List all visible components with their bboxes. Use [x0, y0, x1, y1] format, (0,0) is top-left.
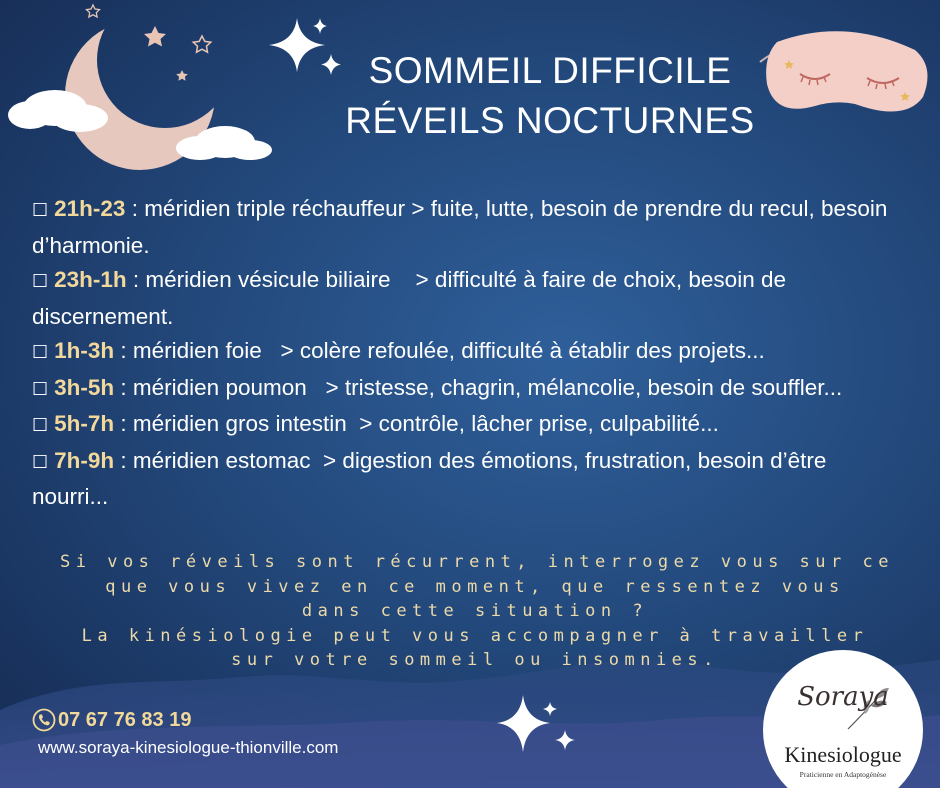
checkbox-icon: ☐: [32, 200, 49, 221]
checkbox-icon: ☐: [32, 342, 49, 363]
item-description: : méridien estomac > digestion des émotions, frustration, besoin d’être nourri...: [32, 447, 833, 509]
logo-title: Kinesiologue: [784, 742, 902, 767]
sparkle-stars-icon: [495, 690, 585, 760]
phone-icon: [32, 708, 56, 732]
list-item: [32, 407, 892, 444]
checkbox-icon: ☐: [32, 378, 49, 400]
checkbox-icon: ☐: [32, 415, 49, 436]
item-description: : méridien vésicule biliaire > difficulté à faire de choix, besoin de discernement.: [32, 267, 793, 329]
list-item: [32, 263, 892, 334]
phone-number: 07 67 76 83 19: [58, 708, 192, 731]
list-item: [32, 444, 892, 515]
message-line: sur votre sommeil ou insomnies.: [231, 650, 719, 670]
item-description: : méridien gros intestin > contrôle, lâcher prise, culpabilité...: [114, 411, 719, 436]
time-range: 3h-5h: [54, 374, 115, 400]
phone-contact[interactable]: [32, 708, 191, 732]
sleep-mask-icon: [755, 22, 935, 132]
page-title-line-2: RÉVEILS NOCTURNES: [345, 100, 755, 141]
time-range: 1h-3h: [54, 338, 115, 363]
message-line: Si vos réveils sont récurrent, interrogez vous sur ce: [60, 552, 894, 572]
moon-cloud-illustration: [0, 0, 280, 180]
message-line: La kinésiologie peut vous accompagner à travailler: [81, 625, 869, 646]
time-range: 5h-7h: [54, 411, 115, 436]
meridian-list: [32, 192, 892, 515]
item-description: : méridien foie > colère refoulée, difficulté à établir des projets...: [114, 338, 765, 363]
message-line: que vous vivez en ce moment, que ressentez vous: [105, 576, 845, 597]
time-range: 23h-1h: [54, 267, 127, 292]
list-item: [32, 371, 892, 408]
page-title-line-1: SOMMEIL DIFFICILE: [368, 50, 732, 91]
time-range: 21h-23: [54, 196, 126, 221]
list-item: [32, 192, 892, 263]
checkbox-icon: ☐: [32, 271, 49, 292]
time-range: 7h-9h: [54, 447, 115, 473]
list-item: [32, 334, 892, 371]
logo-script-name: Soraya: [797, 682, 889, 712]
website-link[interactable]: www.soraya-kinesiologue-thionville.com: [38, 738, 339, 757]
advice-message: [60, 550, 894, 673]
item-description: : méridien poumon > tristesse, chagrin, mélancolie, besoin de souffler...: [114, 374, 843, 400]
item-description: : méridien triple réchauffeur > fuite, lutte, besoin de prendre du recul, besoin d’harmonie.: [32, 196, 888, 258]
message-line: dans cette situation ?: [301, 601, 649, 621]
logo-subtitle: Praticienne en Adaptogénèse: [799, 770, 887, 779]
checkbox-icon: ☐: [32, 451, 49, 473]
